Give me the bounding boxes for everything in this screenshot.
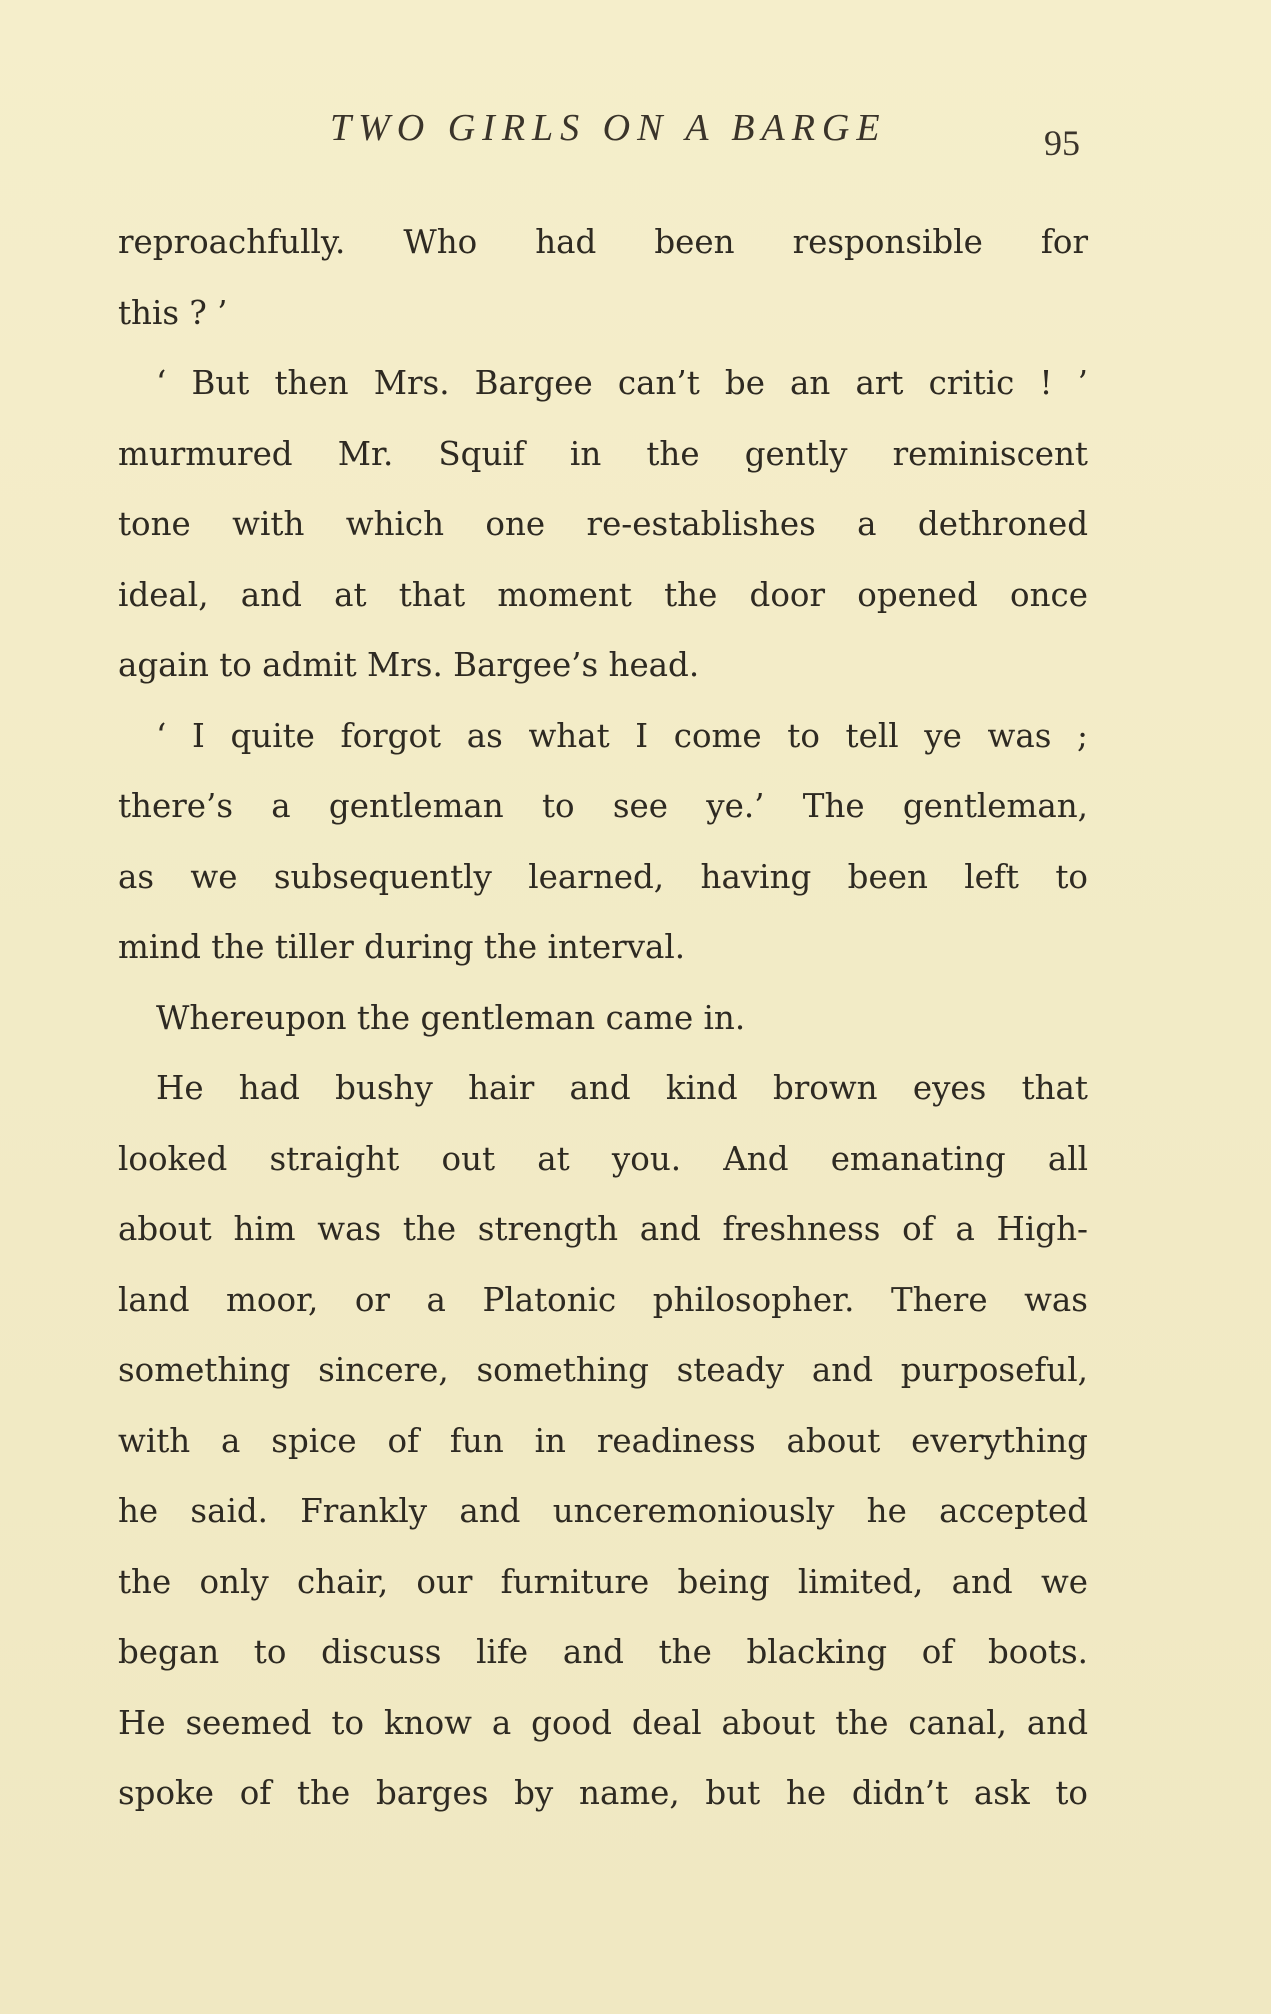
text-line-16: land moor, or a Platonic philosopher. There was [118, 1280, 1088, 1319]
text-line-20: the only chair, our furniture being limited, and we [118, 1562, 1088, 1601]
text-line-19: he said. Frankly and unceremoniously he accepted [118, 1492, 1088, 1530]
text-line-8: ‘ I quite forgot as what I come to tell ye was ; [156, 716, 1088, 755]
text-line-17: something sincere, something steady and purposeful, [118, 1351, 1088, 1389]
text-line-6: ideal, and at that moment the door opened once [118, 575, 1088, 614]
text-line-22: He seemed to know a good deal about the canal, and [118, 1703, 1088, 1742]
text-line-23: spoke of the barges by name, but he didn’t ask to [118, 1774, 1088, 1812]
text-line-21: began to discuss life and the blacking of boots. [118, 1633, 1088, 1671]
text-line-3: ‘ But then Mrs. Bargee can’t be an art critic ! ’ [156, 364, 1088, 402]
text-line-13: He had bushy hair and kind brown eyes that [156, 1069, 1088, 1107]
text-line-7: again to admit Mrs. Bargee’s head. [118, 646, 700, 684]
text-line-9: there’s a gentleman to see ye.’ The gentleman, [118, 787, 1088, 825]
text-line-15: about him was the strength and freshness of a High- [118, 1210, 1088, 1248]
text-line-1: reproachfully. Who had been responsible for [118, 223, 1088, 261]
text-line-18: with a spice of fun in readiness about everything [118, 1421, 1088, 1460]
text-line-5: tone with which one re-establishes a dethroned [118, 505, 1088, 543]
text-line-4: murmured Mr. Squif in the gently reminiscent [118, 434, 1088, 473]
running-title: TWO GIRLS ON A BARGE [330, 107, 887, 149]
text-line-10: as we subsequently learned, having been left to [118, 857, 1088, 896]
page-number: 95 [1044, 123, 1080, 163]
text-line-14: looked straight out at you. And emanating all [118, 1139, 1088, 1178]
text-line-11: mind the tiller during the interval. [118, 928, 686, 966]
text-line-2: this ? ’ [118, 293, 228, 332]
page-header [118, 96, 1088, 163]
body-text [118, 207, 1088, 1829]
text-line-12: Whereupon the gentleman came in. [156, 998, 746, 1037]
